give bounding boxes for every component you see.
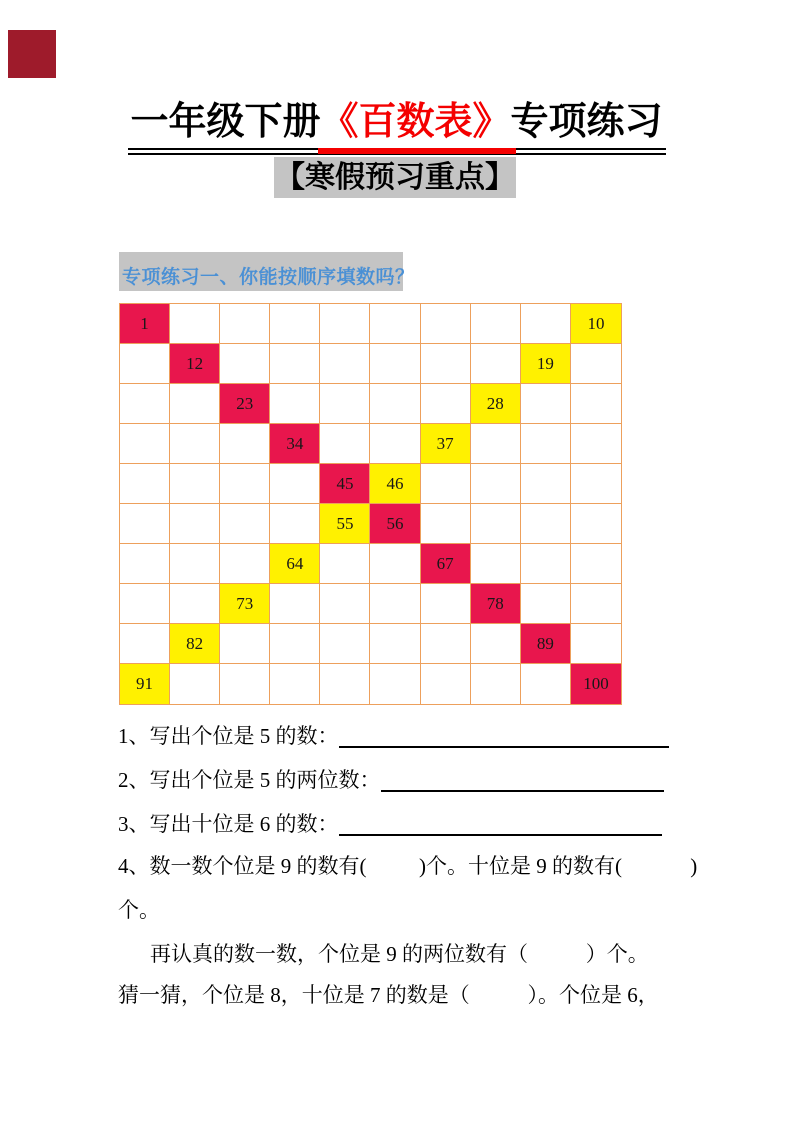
grid-cell	[421, 584, 471, 624]
grid-cell	[571, 384, 621, 424]
grid-cell	[571, 344, 621, 384]
title-highlight: 《百数表》	[320, 101, 511, 143]
grid-cell	[571, 584, 621, 624]
section-header-bar	[119, 252, 415, 291]
grid-cell-78: 78	[471, 584, 521, 624]
grid-cell	[521, 424, 571, 464]
grid-cell	[320, 544, 370, 584]
grid-cell	[370, 544, 420, 584]
grid-cell	[170, 464, 220, 504]
grid-cell	[521, 504, 571, 544]
grid-cell	[270, 504, 320, 544]
subtitle-banner: 【寒假预习重点】	[274, 157, 516, 198]
grid-cell-46: 46	[370, 464, 420, 504]
grid-cell-67: 67	[421, 544, 471, 584]
title-post: 专项练习	[510, 101, 663, 143]
grid-cell-56: 56	[370, 504, 420, 544]
question-line-3	[118, 807, 662, 838]
grid-cell-64: 64	[270, 544, 320, 584]
grid-cell	[471, 544, 521, 584]
grid-cell	[421, 304, 471, 344]
grid-cell	[170, 584, 220, 624]
grid-cell	[270, 664, 320, 704]
grid-cell-10: 10	[571, 304, 621, 344]
title-red-underline-segment	[318, 148, 516, 154]
grid-cell	[120, 424, 170, 464]
question-line-1	[118, 719, 669, 750]
grid-cell-1: 1	[120, 304, 170, 344]
grid-cell	[471, 624, 521, 664]
grid-cell	[370, 424, 420, 464]
grid-cell-45: 45	[320, 464, 370, 504]
grid-cell	[421, 464, 471, 504]
question-line-2	[118, 763, 664, 794]
question-text: 个。	[118, 898, 160, 922]
question-text: 2、写出个位是 5 的两位数：	[118, 768, 381, 792]
grid-cell-55: 55	[320, 504, 370, 544]
question-text: 猜一猜，个位是 8，十位是 7 的数是（ ）。个位是 6，	[118, 983, 659, 1007]
grid-cell	[521, 464, 571, 504]
answer-blank	[339, 807, 662, 836]
question-text: 3、写出十位是 6 的数：	[118, 812, 339, 836]
grid-cell	[120, 464, 170, 504]
grid-cell	[270, 304, 320, 344]
grid-cell-82: 82	[170, 624, 220, 664]
grid-cell	[270, 464, 320, 504]
grid-cell	[170, 664, 220, 704]
grid-cell	[471, 344, 521, 384]
grid-cell	[421, 384, 471, 424]
grid-cell	[370, 664, 420, 704]
grid-cell	[320, 344, 370, 384]
grid-cell	[120, 624, 170, 664]
grid-cell	[170, 304, 220, 344]
grid-cell	[220, 664, 270, 704]
grid-cell-28: 28	[471, 384, 521, 424]
grid-cell	[471, 664, 521, 704]
grid-cell	[370, 304, 420, 344]
answer-blank	[339, 719, 669, 748]
grid-cell	[120, 504, 170, 544]
grid-cell	[521, 304, 571, 344]
grid-cell	[120, 384, 170, 424]
grid-cell	[320, 664, 370, 704]
grid-cell	[571, 624, 621, 664]
grid-cell	[471, 504, 521, 544]
grid-cell	[220, 344, 270, 384]
grid-cell	[471, 304, 521, 344]
corner-red-square	[8, 30, 56, 78]
question-line-5	[118, 896, 160, 924]
grid-cell-91: 91	[120, 664, 170, 704]
grid-cell	[320, 584, 370, 624]
grid-cell	[521, 584, 571, 624]
grid-cell	[421, 344, 471, 384]
grid-cell	[571, 424, 621, 464]
grid-cell	[220, 544, 270, 584]
grid-cell	[120, 344, 170, 384]
grid-cell-73: 73	[220, 584, 270, 624]
grid-cell	[170, 504, 220, 544]
question-line-7	[118, 981, 659, 1009]
grid-cell	[571, 464, 621, 504]
grid-cell	[320, 384, 370, 424]
grid-cell	[370, 624, 420, 664]
grid-cell	[521, 664, 571, 704]
grid-cell	[170, 424, 220, 464]
question-text: 再认真的数一数，个位是 9 的两位数有（ ）个。	[150, 942, 649, 966]
grid-cell	[170, 384, 220, 424]
page-title	[0, 97, 793, 147]
grid-cell	[571, 504, 621, 544]
grid-cell	[270, 384, 320, 424]
grid-cell-23: 23	[220, 384, 270, 424]
grid-cell	[220, 304, 270, 344]
grid-cell-37: 37	[421, 424, 471, 464]
question-line-4	[118, 852, 697, 880]
grid-cell-12: 12	[170, 344, 220, 384]
grid-cell	[170, 544, 220, 584]
grid-cell	[521, 544, 571, 584]
grid-cell	[421, 624, 471, 664]
grid-cell	[370, 384, 420, 424]
grid-cell	[220, 424, 270, 464]
grid-cell	[471, 464, 521, 504]
grid-cell	[471, 424, 521, 464]
grid-cell	[370, 344, 420, 384]
grid-cell-19: 19	[521, 344, 571, 384]
section-header-text: 专项练习一、你能按顺序填数吗？	[122, 267, 415, 288]
grid-cell	[220, 504, 270, 544]
question-text: 1、写出个位是 5 的数：	[118, 724, 339, 748]
grid-cell	[120, 584, 170, 624]
grid-cell	[370, 584, 420, 624]
grid-cell	[270, 624, 320, 664]
hundred-grid	[119, 303, 622, 705]
grid-cell-34: 34	[270, 424, 320, 464]
question-line-6	[150, 940, 649, 968]
grid-cell	[270, 344, 320, 384]
grid-cell	[320, 424, 370, 464]
grid-cell	[220, 464, 270, 504]
grid-cell	[521, 384, 571, 424]
answer-blank	[381, 763, 664, 792]
title-pre: 一年级下册	[130, 101, 321, 143]
grid-cell	[320, 624, 370, 664]
grid-cell	[421, 504, 471, 544]
grid-cell-100: 100	[571, 664, 621, 704]
grid-cell	[120, 544, 170, 584]
grid-cell	[220, 624, 270, 664]
grid-cell	[421, 664, 471, 704]
grid-cell	[270, 584, 320, 624]
grid-cell	[571, 544, 621, 584]
question-text: 4、数一数个位是 9 的数有( )个。十位是 9 的数有( )	[118, 854, 698, 878]
grid-cell-89: 89	[521, 624, 571, 664]
grid-cell	[320, 304, 370, 344]
